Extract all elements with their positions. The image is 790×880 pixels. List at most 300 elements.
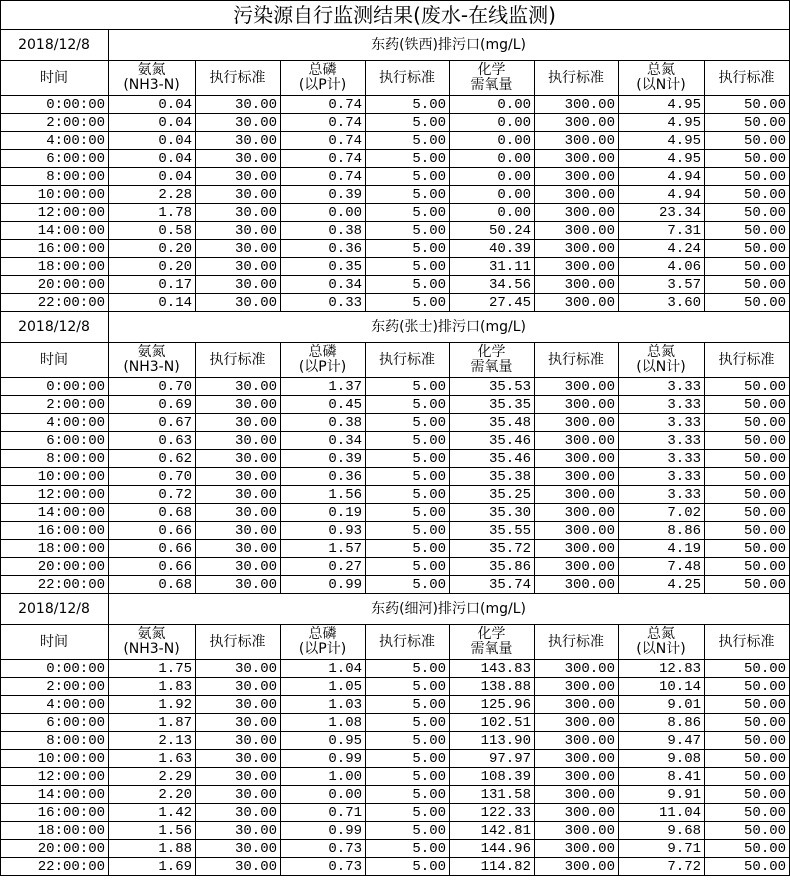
time-cell: 6:00:00 — [1, 150, 109, 168]
value-cell: 0.27 — [281, 558, 366, 576]
table-row — [1, 768, 790, 786]
time-cell: 14:00:00 — [1, 504, 109, 522]
column-header-line1: 执行标准 — [718, 633, 775, 650]
value-cell: 0.45 — [281, 396, 366, 414]
value-cell: 50.24 — [450, 222, 535, 240]
table-row — [1, 504, 790, 522]
value-cell: 50.00 — [705, 294, 790, 312]
value-cell: 30.00 — [196, 432, 281, 450]
value-cell: 4.06 — [619, 258, 705, 276]
value-cell: 0.73 — [281, 858, 366, 876]
value-cell: 5.00 — [366, 96, 450, 114]
section-outlet-name: 东药(张士)排污口(mg/L) — [109, 312, 790, 343]
value-cell: 5.00 — [366, 468, 450, 486]
section-header-row — [1, 312, 790, 343]
column-header-line2: (以P计) — [298, 641, 347, 657]
column-header-line1: 执行标准 — [379, 351, 435, 368]
value-cell: 50.00 — [705, 714, 790, 732]
value-cell: 1.69 — [109, 858, 196, 876]
column-header — [619, 625, 705, 660]
table-row — [1, 186, 790, 204]
value-cell: 97.97 — [450, 750, 535, 768]
table-row — [1, 240, 790, 258]
value-cell: 50.00 — [705, 150, 790, 168]
value-cell: 50.00 — [705, 540, 790, 558]
value-cell: 30.00 — [196, 378, 281, 396]
value-cell: 0.66 — [109, 522, 196, 540]
table-row — [1, 576, 790, 594]
value-cell: 0.00 — [450, 186, 535, 204]
column-header — [535, 61, 619, 96]
value-cell: 300.00 — [535, 132, 619, 150]
section-date: 2018/12/8 — [1, 594, 109, 625]
column-header-line1: 化学 — [477, 626, 506, 642]
value-cell: 30.00 — [196, 168, 281, 186]
table-row — [1, 150, 790, 168]
column-header-line1: 总氮 — [647, 62, 675, 78]
time-cell: 8:00:00 — [1, 168, 109, 186]
value-cell: 5.00 — [366, 732, 450, 750]
table-row — [1, 660, 790, 678]
value-cell: 0.00 — [450, 114, 535, 132]
value-cell: 0.74 — [281, 150, 366, 168]
column-header-line1: 执行标准 — [718, 351, 775, 368]
value-cell: 0.04 — [109, 114, 196, 132]
table-row — [1, 396, 790, 414]
time-cell: 10:00:00 — [1, 750, 109, 768]
value-cell: 30.00 — [196, 450, 281, 468]
value-cell: 0.00 — [450, 150, 535, 168]
value-cell: 5.00 — [366, 804, 450, 822]
value-cell: 0.39 — [281, 450, 366, 468]
value-cell: 30.00 — [196, 276, 281, 294]
value-cell: 9.08 — [619, 750, 705, 768]
value-cell: 5.00 — [366, 660, 450, 678]
column-header — [1, 61, 109, 96]
time-cell: 20:00:00 — [1, 840, 109, 858]
value-cell: 5.00 — [366, 750, 450, 768]
value-cell: 5.00 — [366, 714, 450, 732]
value-cell: 300.00 — [535, 258, 619, 276]
value-cell: 30.00 — [196, 468, 281, 486]
value-cell: 5.00 — [366, 678, 450, 696]
value-cell: 5.00 — [366, 204, 450, 222]
column-header-line2: 需氧量 — [470, 641, 513, 657]
value-cell: 50.00 — [705, 186, 790, 204]
time-cell: 12:00:00 — [1, 486, 109, 504]
section-outlet-name: 东药(铁西)排污口(mg/L) — [109, 30, 790, 61]
value-cell: 0.69 — [109, 396, 196, 414]
value-cell: 9.47 — [619, 732, 705, 750]
value-cell: 5.00 — [366, 186, 450, 204]
column-header-line1: 时间 — [40, 633, 68, 650]
value-cell: 300.00 — [535, 558, 619, 576]
table-row — [1, 858, 790, 876]
value-cell: 125.96 — [450, 696, 535, 714]
time-cell: 8:00:00 — [1, 450, 109, 468]
column-header — [535, 625, 619, 660]
value-cell: 0.73 — [281, 840, 366, 858]
value-cell: 30.00 — [196, 858, 281, 876]
value-cell: 2.29 — [109, 768, 196, 786]
value-cell: 300.00 — [535, 432, 619, 450]
value-cell: 1.00 — [281, 768, 366, 786]
value-cell: 0.68 — [109, 504, 196, 522]
value-cell: 4.94 — [619, 186, 705, 204]
table-row — [1, 450, 790, 468]
value-cell: 0.04 — [109, 132, 196, 150]
value-cell: 300.00 — [535, 714, 619, 732]
value-cell: 300.00 — [535, 378, 619, 396]
time-cell: 6:00:00 — [1, 714, 109, 732]
value-cell: 5.00 — [366, 786, 450, 804]
value-cell: 35.46 — [450, 432, 535, 450]
column-header — [366, 61, 450, 96]
value-cell: 0.74 — [281, 132, 366, 150]
value-cell: 1.63 — [109, 750, 196, 768]
table-row — [1, 540, 790, 558]
column-header-line2: (NH3-N) — [123, 77, 180, 93]
value-cell: 35.74 — [450, 576, 535, 594]
value-cell: 1.08 — [281, 714, 366, 732]
value-cell: 300.00 — [535, 96, 619, 114]
column-header-line1: 执行标准 — [548, 633, 604, 650]
value-cell: 300.00 — [535, 768, 619, 786]
column-header-line2: 需氧量 — [470, 359, 513, 375]
value-cell: 50.00 — [705, 222, 790, 240]
time-cell: 22:00:00 — [1, 294, 109, 312]
value-cell: 1.78 — [109, 204, 196, 222]
column-header — [109, 343, 196, 378]
value-cell: 0.34 — [281, 432, 366, 450]
value-cell: 30.00 — [196, 96, 281, 114]
time-cell: 20:00:00 — [1, 276, 109, 294]
time-cell: 14:00:00 — [1, 222, 109, 240]
value-cell: 10.14 — [619, 678, 705, 696]
value-cell: 50.00 — [705, 396, 790, 414]
value-cell: 50.00 — [705, 258, 790, 276]
time-cell: 12:00:00 — [1, 768, 109, 786]
value-cell: 50.00 — [705, 732, 790, 750]
value-cell: 0.33 — [281, 294, 366, 312]
section-date: 2018/12/8 — [1, 312, 109, 343]
value-cell: 8.86 — [619, 714, 705, 732]
value-cell: 5.00 — [366, 432, 450, 450]
value-cell: 2.28 — [109, 186, 196, 204]
value-cell: 4.95 — [619, 114, 705, 132]
time-cell: 2:00:00 — [1, 678, 109, 696]
value-cell: 0.71 — [281, 804, 366, 822]
value-cell: 1.37 — [281, 378, 366, 396]
column-header-line2: (以N计) — [636, 77, 686, 93]
value-cell: 30.00 — [196, 222, 281, 240]
value-cell: 0.63 — [109, 432, 196, 450]
table-row — [1, 258, 790, 276]
column-header — [281, 625, 366, 660]
value-cell: 5.00 — [366, 258, 450, 276]
value-cell: 300.00 — [535, 696, 619, 714]
value-cell: 300.00 — [535, 858, 619, 876]
value-cell: 30.00 — [196, 114, 281, 132]
value-cell: 0.20 — [109, 240, 196, 258]
value-cell: 300.00 — [535, 732, 619, 750]
value-cell: 5.00 — [366, 168, 450, 186]
column-header-line1: 执行标准 — [209, 351, 266, 368]
value-cell: 300.00 — [535, 822, 619, 840]
value-cell: 5.00 — [366, 540, 450, 558]
value-cell: 0.62 — [109, 450, 196, 468]
value-cell: 0.34 — [281, 276, 366, 294]
value-cell: 0.17 — [109, 276, 196, 294]
value-cell: 1.56 — [109, 822, 196, 840]
column-header-line1: 执行标准 — [209, 69, 266, 86]
value-cell: 0.00 — [281, 786, 366, 804]
value-cell: 50.00 — [705, 840, 790, 858]
table-row — [1, 276, 790, 294]
table-row — [1, 786, 790, 804]
value-cell: 5.00 — [366, 504, 450, 522]
value-cell: 3.33 — [619, 450, 705, 468]
value-cell: 300.00 — [535, 240, 619, 258]
table-row — [1, 822, 790, 840]
value-cell: 31.11 — [450, 258, 535, 276]
table-row — [1, 558, 790, 576]
value-cell: 50.00 — [705, 276, 790, 294]
value-cell: 5.00 — [366, 378, 450, 396]
value-cell: 0.36 — [281, 468, 366, 486]
column-header — [1, 625, 109, 660]
value-cell: 9.91 — [619, 786, 705, 804]
value-cell: 0.39 — [281, 186, 366, 204]
table-row — [1, 168, 790, 186]
column-header-line2: (以N计) — [636, 641, 686, 657]
time-cell: 20:00:00 — [1, 558, 109, 576]
column-header — [450, 61, 535, 96]
column-header — [196, 343, 281, 378]
table-row — [1, 714, 790, 732]
value-cell: 50.00 — [705, 486, 790, 504]
value-cell: 34.56 — [450, 276, 535, 294]
value-cell: 1.92 — [109, 696, 196, 714]
value-cell: 1.57 — [281, 540, 366, 558]
value-cell: 30.00 — [196, 840, 281, 858]
column-header — [281, 61, 366, 96]
value-cell: 0.93 — [281, 522, 366, 540]
value-cell: 300.00 — [535, 414, 619, 432]
time-cell: 18:00:00 — [1, 540, 109, 558]
value-cell: 23.34 — [619, 204, 705, 222]
value-cell: 9.01 — [619, 696, 705, 714]
value-cell: 50.00 — [705, 522, 790, 540]
value-cell: 1.42 — [109, 804, 196, 822]
value-cell: 4.19 — [619, 540, 705, 558]
value-cell: 5.00 — [366, 294, 450, 312]
value-cell: 1.87 — [109, 714, 196, 732]
value-cell: 122.33 — [450, 804, 535, 822]
value-cell: 0.00 — [450, 168, 535, 186]
value-cell: 30.00 — [196, 804, 281, 822]
value-cell: 0.36 — [281, 240, 366, 258]
table-row — [1, 678, 790, 696]
column-header-line1: 执行标准 — [379, 633, 435, 650]
value-cell: 50.00 — [705, 786, 790, 804]
column-header — [109, 625, 196, 660]
table-row — [1, 750, 790, 768]
value-cell: 2.13 — [109, 732, 196, 750]
value-cell: 35.72 — [450, 540, 535, 558]
value-cell: 300.00 — [535, 150, 619, 168]
value-cell: 0.00 — [450, 96, 535, 114]
value-cell: 50.00 — [705, 504, 790, 522]
value-cell: 50.00 — [705, 558, 790, 576]
value-cell: 300.00 — [535, 468, 619, 486]
column-header — [281, 343, 366, 378]
value-cell: 35.46 — [450, 450, 535, 468]
table-row — [1, 96, 790, 114]
column-header-line1: 时间 — [40, 69, 68, 86]
value-cell: 7.72 — [619, 858, 705, 876]
value-cell: 50.00 — [705, 576, 790, 594]
column-header-line1: 总磷 — [308, 626, 337, 642]
value-cell: 2.20 — [109, 786, 196, 804]
value-cell: 50.00 — [705, 96, 790, 114]
column-header — [535, 343, 619, 378]
value-cell: 0.04 — [109, 168, 196, 186]
value-cell: 30.00 — [196, 486, 281, 504]
value-cell: 50.00 — [705, 432, 790, 450]
value-cell: 35.30 — [450, 504, 535, 522]
column-header — [450, 343, 535, 378]
value-cell: 7.02 — [619, 504, 705, 522]
column-header — [366, 343, 450, 378]
value-cell: 131.58 — [450, 786, 535, 804]
value-cell: 30.00 — [196, 504, 281, 522]
value-cell: 0.72 — [109, 486, 196, 504]
value-cell: 3.33 — [619, 378, 705, 396]
column-header-line1: 执行标准 — [548, 69, 604, 86]
time-cell: 0:00:00 — [1, 378, 109, 396]
value-cell: 3.33 — [619, 468, 705, 486]
value-cell: 35.25 — [450, 486, 535, 504]
value-cell: 5.00 — [366, 450, 450, 468]
value-cell: 30.00 — [196, 240, 281, 258]
column-header — [1, 343, 109, 378]
value-cell: 0.00 — [450, 132, 535, 150]
table-row — [1, 378, 790, 396]
value-cell: 5.00 — [366, 114, 450, 132]
value-cell: 50.00 — [705, 804, 790, 822]
value-cell: 50.00 — [705, 468, 790, 486]
value-cell: 35.86 — [450, 558, 535, 576]
value-cell: 0.95 — [281, 732, 366, 750]
value-cell: 0.68 — [109, 576, 196, 594]
time-cell: 4:00:00 — [1, 414, 109, 432]
value-cell: 1.88 — [109, 840, 196, 858]
value-cell: 7.48 — [619, 558, 705, 576]
table-row — [1, 840, 790, 858]
value-cell: 0.99 — [281, 750, 366, 768]
value-cell: 0.70 — [109, 378, 196, 396]
time-cell: 6:00:00 — [1, 432, 109, 450]
value-cell: 0.99 — [281, 576, 366, 594]
value-cell: 5.00 — [366, 222, 450, 240]
value-cell: 0.04 — [109, 96, 196, 114]
value-cell: 300.00 — [535, 522, 619, 540]
value-cell: 300.00 — [535, 660, 619, 678]
value-cell: 300.00 — [535, 168, 619, 186]
column-header-line1: 时间 — [40, 351, 68, 368]
column-header-line1: 总氮 — [647, 344, 675, 360]
table-row — [1, 204, 790, 222]
time-cell: 12:00:00 — [1, 204, 109, 222]
column-header-line2: (以P计) — [298, 359, 347, 375]
time-cell: 16:00:00 — [1, 522, 109, 540]
value-cell: 11.04 — [619, 804, 705, 822]
time-cell: 18:00:00 — [1, 822, 109, 840]
value-cell: 8.86 — [619, 522, 705, 540]
table-row — [1, 696, 790, 714]
time-cell: 18:00:00 — [1, 258, 109, 276]
table-row — [1, 294, 790, 312]
table-row — [1, 804, 790, 822]
table-row — [1, 486, 790, 504]
table-row — [1, 432, 790, 450]
value-cell: 1.83 — [109, 678, 196, 696]
table-row — [1, 132, 790, 150]
column-header-line2: (以N计) — [636, 359, 686, 375]
value-cell: 5.00 — [366, 822, 450, 840]
value-cell: 7.31 — [619, 222, 705, 240]
time-cell: 16:00:00 — [1, 240, 109, 258]
value-cell: 35.35 — [450, 396, 535, 414]
column-header-line1: 执行标准 — [209, 633, 266, 650]
value-cell: 30.00 — [196, 396, 281, 414]
time-cell: 0:00:00 — [1, 660, 109, 678]
value-cell: 300.00 — [535, 504, 619, 522]
value-cell: 1.04 — [281, 660, 366, 678]
time-cell: 2:00:00 — [1, 396, 109, 414]
column-header-line1: 总磷 — [308, 344, 337, 360]
time-cell: 0:00:00 — [1, 96, 109, 114]
value-cell: 30.00 — [196, 822, 281, 840]
table-row — [1, 732, 790, 750]
time-cell: 16:00:00 — [1, 804, 109, 822]
value-cell: 5.00 — [366, 858, 450, 876]
value-cell: 300.00 — [535, 840, 619, 858]
value-cell: 35.55 — [450, 522, 535, 540]
value-cell: 300.00 — [535, 450, 619, 468]
value-cell: 0.38 — [281, 222, 366, 240]
value-cell: 0.20 — [109, 258, 196, 276]
value-cell: 30.00 — [196, 294, 281, 312]
value-cell: 1.05 — [281, 678, 366, 696]
section-date: 2018/12/8 — [1, 30, 109, 61]
value-cell: 1.56 — [281, 486, 366, 504]
value-cell: 27.45 — [450, 294, 535, 312]
column-header-line2: 需氧量 — [470, 77, 513, 93]
column-header-line1: 氨氮 — [137, 626, 166, 642]
value-cell: 0.19 — [281, 504, 366, 522]
value-cell: 30.00 — [196, 558, 281, 576]
value-cell: 50.00 — [705, 414, 790, 432]
column-header-line1: 总氮 — [647, 626, 675, 642]
value-cell: 30.00 — [196, 186, 281, 204]
value-cell: 102.51 — [450, 714, 535, 732]
value-cell: 30.00 — [196, 786, 281, 804]
value-cell: 9.71 — [619, 840, 705, 858]
value-cell: 300.00 — [535, 396, 619, 414]
value-cell: 5.00 — [366, 522, 450, 540]
